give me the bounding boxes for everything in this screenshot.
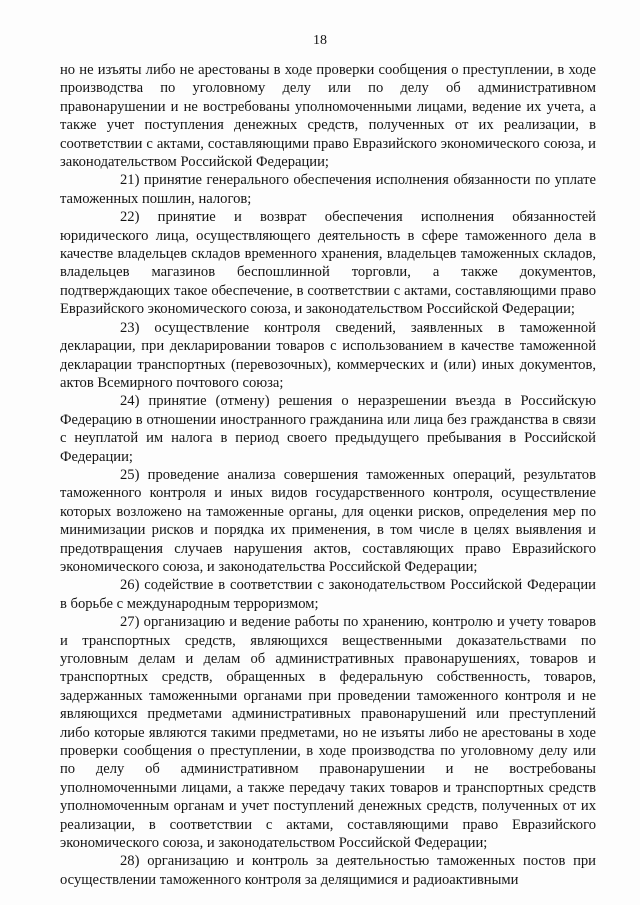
paragraph-item-27: 27) организацию и ведение работы по хранению, контролю и учету товаров и транспортных средств, являющихся вещественными доказательствами по уголовным делам и делам об административных правонарушениях, товаров и транспортных средств, обращенных в федеральную собственность, товаров, задержанных таможенными органами при проведении таможенного контроля и не являющихся предметами административных правонарушений или преступлений либо которые являются такими предметами, но не изъяты либо не арестованы в ходе проверки сообщения о преступлении, в ходе производства по уголовному делу или по делу об административном правонарушении и не востребованы уполномоченными лицами, а также передачу таких товаров и транспортных средств уполномоченным органам и учет поступлений денежных средств, полученных от их реализации, в соответствии с актами, составляющими право Евразийского экономического союза, и законодательством Российской Федерации;	[60, 614, 596, 852]
paragraph-item-23: 23) осуществление контроля сведений, заявленных в таможенной декларации, при декларировании товаров с использованием в качестве таможенной декларации транспортных (перевозочных), коммерческих и (или) иных документов, актов Всемирного почтового союза;	[60, 319, 596, 391]
paragraph-continuation: но не изъяты либо не арестованы в ходе проверки сообщения о преступлении, в ходе производства по уголовному делу или по делу об административном правонарушении и не востребованы уполномоченными лицами, ведение их учета, а также учет поступления денежных средств, полученных от их реализации, в соответствии с актами, составляющими право Евразийского экономического союза, и законодательством Российской Федерации;	[60, 62, 596, 171]
paragraph-item-21: 21) принятие генерального обеспечения исполнения обязанности по уплате таможенных пошлин, налогов;	[60, 172, 596, 207]
paragraph-item-24: 24) принятие (отмену) решения о неразрешении въезда в Российскую Федерацию в отношении иностранного гражданина или лица без гражданства в связи с неуплатой им налога в период своего предыдущего пребывания в Российской Федерации;	[60, 393, 596, 465]
page-number: 18	[313, 33, 327, 48]
paragraph-item-25: 25) проведение анализа совершения таможенных операций, результатов таможенного контроля и иных видов государственного контроля, осуществление которых возложено на таможенные органы, для оценки рисков, определения мер по минимизации рисков и порядка их применения, в том числе в целях выявления и предотвращения случаев нарушения актов, составляющих право Евразийского экономического союза, и законодательства Российской Федерации;	[60, 466, 596, 575]
document-body	[60, 61, 596, 889]
paragraph-item-26: 26) содействие в соответствии с законодательством Российской Федерации в борьбе с международным терроризмом;	[60, 577, 596, 612]
paragraph-item-28: 28) организацию и контроль за деятельностью таможенных постов при осуществлении таможенного контроля за делящимися и радиоактивными	[60, 853, 596, 888]
paragraph-item-22: 22) принятие и возврат обеспечения исполнения обязанностей юридического лица, осуществляющего деятельность в сфере таможенного дела в качестве владельцев складов временного хранения, владельцев таможенных складов, владельцев магазинов беспошлинной торговли, а также документов, подтверждающих такое обеспечение, в соответствии с актами, составляющими право Евразийского экономического союза, и законодательством Российской Федерации;	[60, 209, 596, 318]
